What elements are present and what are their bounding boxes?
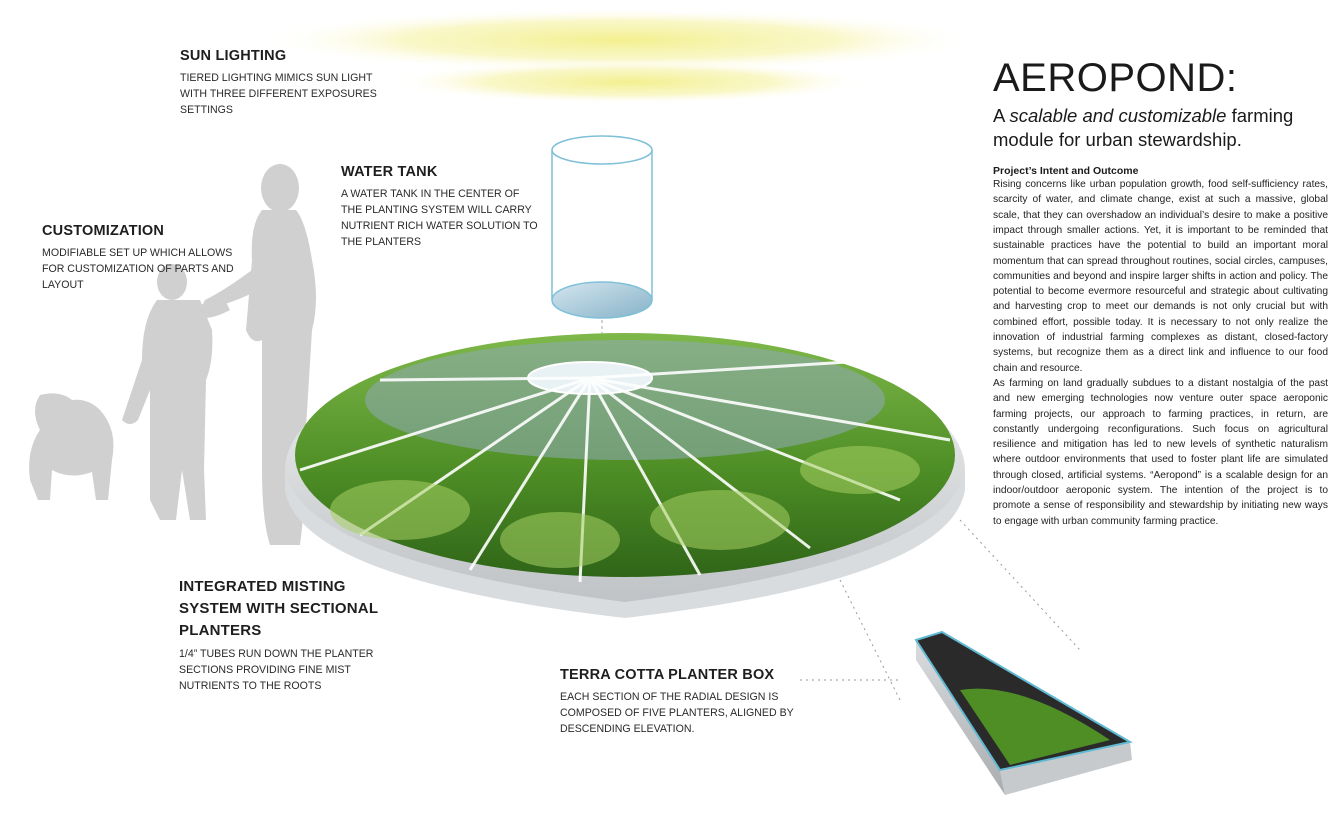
- terra-cotta-planter-box: [916, 632, 1132, 795]
- label-misting-system: [179, 576, 379, 695]
- terra-cotta-body: EACH SECTION OF THE RADIAL DESIGN IS COMPOSED OF FIVE PLANTERS, ALIGNED BY DESCENDING ELEVATION.: [560, 691, 794, 735]
- misting-system-heading: INTEGRATED MISTING SYSTEM WITH SECTIONAL PLANTERS: [179, 578, 378, 639]
- intent-paragraph: As farming on land gradually subdues to a distant nostalgia of the past and new emerging technologies now venture outer space aeroponic farming projects, our approach to farming practices, in return, are constantly undergoing reconfigurations. Such focus on agricultural resilience and mitigation has led to new levels of synthetic naturalism where outdoor environments that used to foster plant life are simulated through closed, artificial systems. “Aeropond” is a scalable design for an indoor/outdoor aeroponic system. The intention of the project is to promote a sense of responsibility and stewardship by initiating new ways to engage with urban community farming practice.: [993, 377, 1328, 527]
- sun-lighting-body: TIERED LIGHTING MIMICS SUN LIGHT WITH THREE DIFFERENT EXPOSURES SETTINGS: [180, 72, 377, 116]
- aeropond-planter-module: [285, 333, 965, 618]
- label-water-tank: [341, 163, 541, 251]
- subtitle-emphasis: scalable and customizable: [1009, 105, 1227, 126]
- water-tank-heading: WATER TANK: [341, 164, 438, 180]
- water-tank: [552, 136, 652, 360]
- intent-paragraph: Rising concerns like urban population growth, food self-sufficiency rates, scarcity of water, and climate change, exist at such a massive, global scale, that they can overshadow an individual’s desire to make a positive impact through smaller actions. Yet, it is important to be reminded that sustainable practices have the potential to build an important moral momentum that can spread throughout routines, social circles, campuses, communities and beyond and inspire larger shifts in action and policy. The potential to become evermore resourceful and strategic about cultivating and harvesting crop to meet our demands is not only crucial but with combined effort, possible today. It is necessary to not only realize the innovation of industrial farming complexes as distant, closed-factory systems, but recognize them as a direct link and influence to our food chain and resource.: [993, 179, 1328, 374]
- water-tank-body: A WATER TANK IN THE CENTER OF THE PLANTING SYSTEM WILL CARRY NUTRIENT RICH WATER SOLUTION TO THE PLANTERS: [341, 188, 538, 248]
- subtitle-suffix: farming module for urban stewardship.: [993, 105, 1294, 151]
- project-description: [993, 58, 1328, 529]
- project-subtitle: [993, 104, 1328, 152]
- label-terra-cotta-planter: [560, 666, 800, 738]
- intent-heading: Project’s Intent and Outcome: [993, 165, 1139, 178]
- terra-cotta-heading: TERRA COTTA PLANTER BOX: [560, 667, 775, 683]
- misting-system-body: 1/4” TUBES RUN DOWN THE PLANTER SECTIONS PROVIDING FINE MIST NUTRIENTS TO THE ROOTS: [179, 648, 374, 693]
- project-title: AEROPOND:: [993, 56, 1238, 100]
- sun-lighting-heading: SUN LIGHTING: [180, 48, 287, 64]
- label-customization: [42, 222, 242, 294]
- label-sun-lighting: [180, 47, 380, 119]
- subtitle-prefix: A: [993, 105, 1010, 126]
- customization-body: MODIFIABLE SET UP WHICH ALLOWS FOR CUSTOMIZATION OF PARTS AND LAYOUT: [42, 247, 234, 291]
- customization-heading: CUSTOMIZATION: [42, 223, 165, 239]
